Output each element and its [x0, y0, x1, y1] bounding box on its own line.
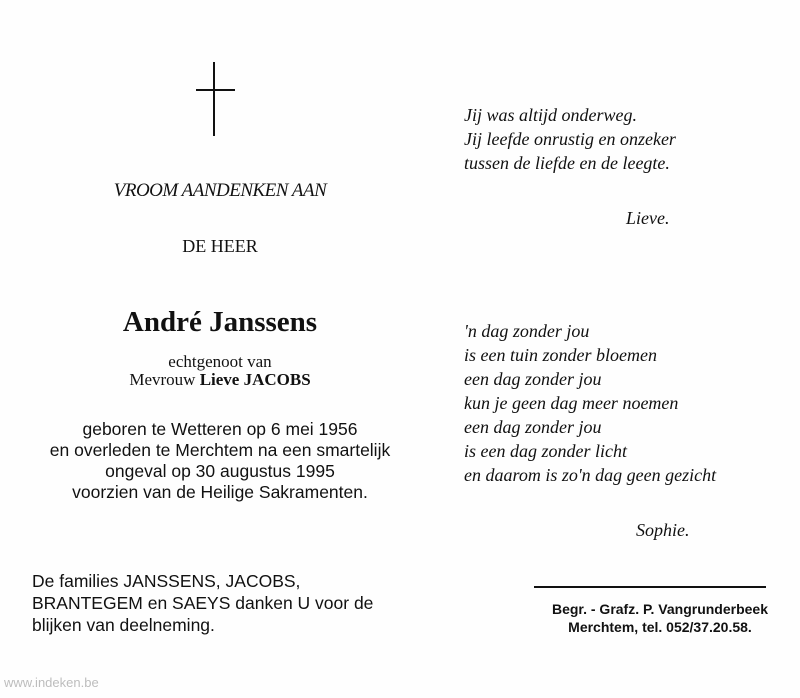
poem-line: is een tuin zonder bloemen: [464, 345, 657, 365]
family-thanks: [32, 570, 392, 636]
divider-line: [534, 586, 766, 588]
poem-line: is een dag zonder licht: [464, 441, 627, 461]
death-date-line: ongeval op 30 augustus 1995: [105, 461, 335, 481]
undertaker-contact: Merchtem, tel. 052/37.20.58.: [568, 619, 752, 635]
spouse-line: [30, 370, 410, 390]
thanks-line: De families JANSSENS, JACOBS,: [32, 571, 301, 591]
thanks-line: BRANTEGEM en SAEYS danken U voor de: [32, 593, 374, 613]
spouse-name: Lieve JACOBS: [199, 370, 311, 389]
deceased-name: André Janssens: [122, 306, 318, 338]
poem-lieve: [464, 103, 676, 175]
poem-signature-lieve: Lieve.: [626, 208, 670, 228]
birth-line: geboren te Wetteren op 6 mei 1956: [82, 419, 358, 439]
poem-line: een dag zonder jou: [464, 417, 602, 437]
poem-line: tussen de liefde en de leegte.: [464, 153, 670, 173]
thanks-line: blijken van deelneming.: [32, 615, 215, 635]
poem-sophie: [464, 319, 716, 487]
cross-horizontal: [196, 89, 235, 91]
death-line: en overleden te Merchtem na een smartelijk: [49, 440, 391, 460]
sacraments-line: voorzien van de Heilige Sakramenten.: [72, 482, 368, 502]
poem-line: 'n dag zonder jou: [464, 321, 590, 341]
poem-line: Jij leefde onrustig en onzeker: [464, 129, 676, 149]
poem-line: een dag zonder jou: [464, 369, 602, 389]
undertaker-name: Begr. - Grafz. P. Vangrunderbeek: [551, 601, 769, 617]
poem-line: Jij was altijd onderweg.: [464, 105, 637, 125]
watermark: www.indeken.be: [4, 675, 99, 690]
memorial-heading: VROOM AANDENKEN AAN: [113, 180, 327, 201]
poem-line: kun je geen dag meer noemen: [464, 393, 679, 413]
life-details: [30, 419, 410, 503]
poem-signature-sophie: Sophie.: [636, 520, 690, 540]
poem-line: en daarom is zo'n dag geen gezicht: [464, 465, 717, 485]
spouse-prefix: Mevrouw: [129, 370, 196, 389]
undertaker-info: [520, 600, 800, 636]
cross-vertical: [213, 62, 215, 136]
spouse-intro: echtgenoot van: [168, 352, 272, 371]
honorific-title: DE HEER: [182, 236, 258, 256]
